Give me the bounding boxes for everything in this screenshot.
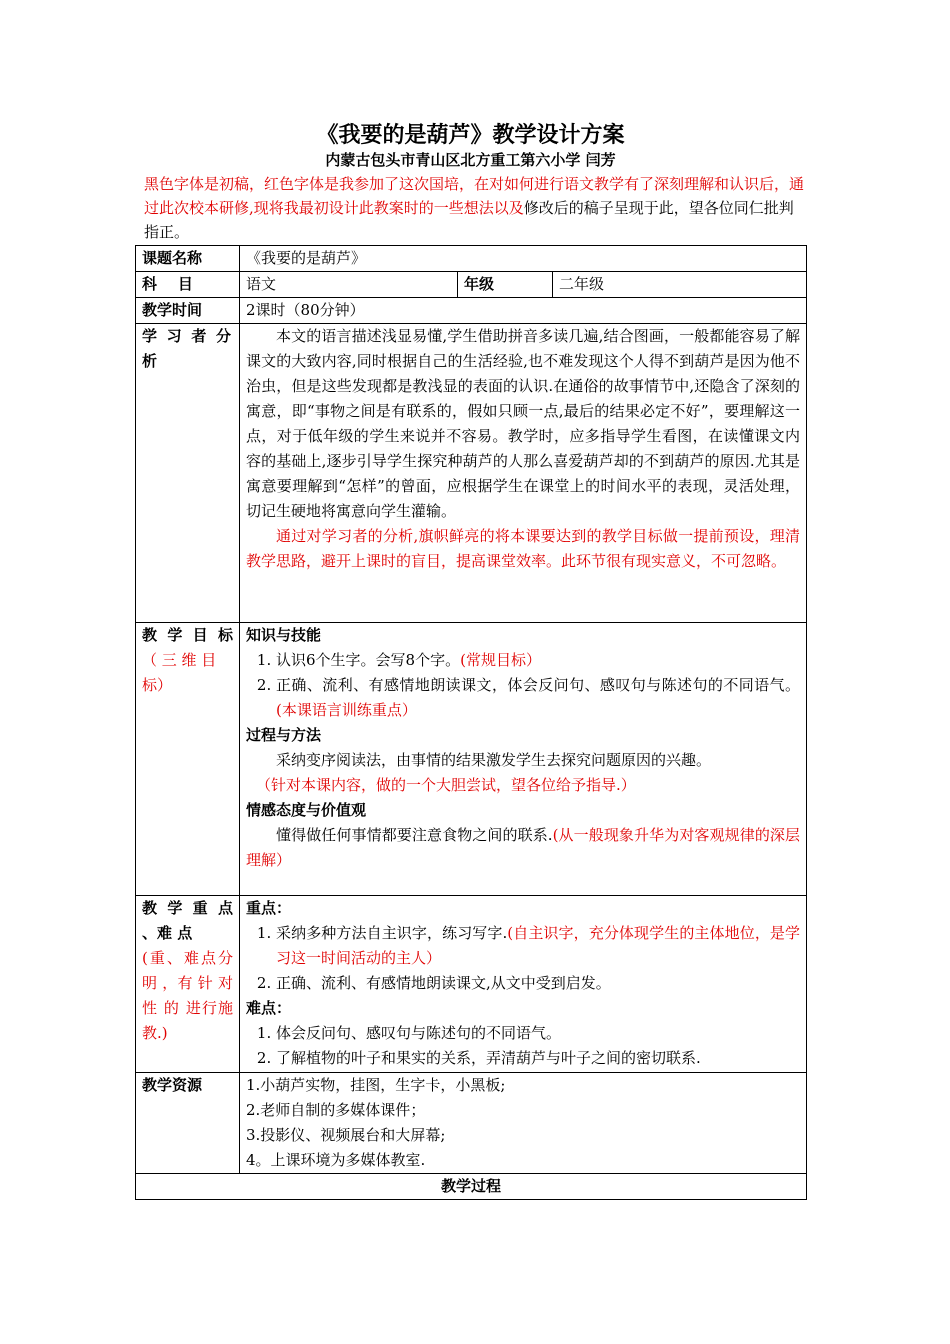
- goal-process-title: 过程与方法: [246, 726, 322, 744]
- list-item: [276, 921, 800, 971]
- resource-item: 2.老师自制的多媒体课件；: [246, 1101, 426, 1119]
- resource-item: 3.投影仪、视频展台和大屏幕;: [246, 1126, 446, 1144]
- key-content: [240, 896, 807, 1073]
- row-time: [136, 298, 807, 324]
- process-header: 教学过程: [136, 1174, 807, 1200]
- subject-label: 科 目: [136, 272, 240, 298]
- learner-black-paragraph: 本文的语言描述浅显易懂,学生借助拼音多读几遍,结合图画，一般都能容易了解课文的大致内容,同时根据自己的生活经验,也不难发现这个人得不到葫芦是因为他不治虫，但是这些发现都是教浅显的表面的认识.在通俗的故事情节中,还隐含了深刻的寓意，即“事物之间是有联系的，假如只顾一点,最后的结果必定不好”，要理解这一点，对于低年级的学生来说并不容易。教学时，应多指导学生看图，在读懂课文内容的基础上,逐步引导学生探究种葫芦的人那么喜爱葫芦却的不到葫芦的原因.尤其是寓意要理解到“怎样”的曾面，应根据学生在课堂上的时间水平的表现，灵活处理，切记生硬地将寓意向学生灌输。: [246, 327, 801, 520]
- key1-text: 采纳多种方法自主识字，练习写字.: [276, 924, 508, 942]
- time-value: 2课时（80分钟）: [240, 298, 807, 324]
- goal-emotion-title: 情感态度与价值观: [246, 801, 367, 819]
- learner-label-text: 学 习 者 分 析: [142, 327, 233, 370]
- learner-label: [136, 324, 240, 623]
- goal-content: [240, 623, 807, 896]
- difficulty-title: 难点：: [246, 999, 292, 1017]
- list-item: [276, 673, 800, 723]
- difficulty-list: [246, 1021, 800, 1071]
- time-label: 教学时间: [136, 298, 240, 324]
- resource-item: 4。上课环境为多媒体教室.: [246, 1151, 426, 1169]
- document-title: 《我要的是葫芦》教学设计方案: [316, 122, 625, 148]
- goal-process-text: 采纳变序阅读法，由事情的结果激发学生去探究问题原因的兴趣。: [276, 751, 712, 769]
- list-item: [276, 648, 800, 673]
- resources-label: 教学资源: [136, 1073, 240, 1174]
- row-goals: [136, 623, 807, 896]
- key-list: [246, 921, 800, 996]
- list-item: 1. 体会反问句、感叹句与陈述句的不同语气。: [276, 1021, 800, 1046]
- author-line: 内蒙古包头市青山区北方重工第六小学 闫芳: [325, 151, 616, 169]
- lesson-plan-table: [135, 245, 807, 1200]
- list-item: 2. 正确、流利、有感情地朗读课文,从文中受到启发。: [276, 971, 800, 996]
- goal-k1-text: 认识6个生字。会写8个字。: [276, 651, 461, 669]
- goal-label-black: 教 学 目 标: [142, 626, 233, 644]
- learner-content: [240, 324, 807, 623]
- key-label-red: (重、难点分 明 ，有 针 对 性 的 进行施教.): [142, 949, 233, 1042]
- key1-note: (自主识字，充分体现学生的主体地位，是学习这一时间活动的主人）: [276, 924, 801, 967]
- list-item: 2. 了解植物的叶子和果实的关系，弄清葫芦与叶子之间的密切联系.: [276, 1046, 800, 1071]
- key-label-black: 教 学 重 点 、难 点: [142, 899, 233, 942]
- row-resources: [136, 1073, 807, 1174]
- row-topic: [136, 246, 807, 272]
- grade-label: 年级: [458, 272, 553, 298]
- row-learner: [136, 324, 807, 623]
- goal-k1-note: (常规目标）: [460, 651, 541, 669]
- row-subject: [136, 272, 807, 298]
- goal-k2-note: (本课语言训练重点）: [276, 701, 417, 719]
- goal-emotion-paragraph: [246, 823, 800, 873]
- subject-value: 语文: [240, 272, 458, 298]
- key-label: [136, 896, 240, 1073]
- goal-emotion-text: 懂得做任何事情都要注意食物之间的联系.: [276, 826, 553, 844]
- goal-k2-text: 正确、流利、有感情地朗读课文，体会反问句、感叹句与陈述句的不同语气。: [276, 676, 801, 694]
- intro-black-text: 修改后的稿子呈现于此，望各位同仁批判指正。: [144, 199, 794, 241]
- goal-knowledge-list: [246, 648, 800, 723]
- topic-label: 课题名称: [136, 246, 240, 272]
- intro-paragraph: [144, 172, 808, 244]
- resources-content: [240, 1073, 807, 1174]
- topic-value: 《我要的是葫芦》: [240, 246, 807, 272]
- key-title: 重点：: [246, 899, 292, 917]
- grade-value: 二年级: [553, 272, 807, 298]
- goal-label: [136, 623, 240, 896]
- resource-item: 1.小葫芦实物，挂图，生字卡，小黑板;: [246, 1076, 506, 1094]
- goal-knowledge-title: 知识与技能: [246, 626, 322, 644]
- learner-red-paragraph: 通过对学习者的分析,旗帜鲜亮的将本课要达到的教学目标做一提前预设，理清教学思路，避开上课时的盲目，提高课堂效率。此环节很有现实意义，不可忽略。: [246, 527, 801, 570]
- goal-emotion-note: (从一般现象升华为对客观规律的深层理解）: [246, 826, 801, 869]
- goal-process-note: （针对本课内容，做的一个大胆尝试，望各位给予指导.）: [256, 776, 636, 794]
- goal-label-red: （ 三 维 目 标）: [142, 651, 217, 694]
- row-process-header: [136, 1174, 807, 1200]
- row-key-points: [136, 896, 807, 1073]
- intro-red-text: 黑色字体是初稿，红色字体是我参加了这次国培，在对如何进行语文教学有了深刻理解和认识后，通过此次校本研修,现将我最初设计此教案时的一些想法以及: [144, 175, 805, 217]
- document-page: [135, 120, 806, 1200]
